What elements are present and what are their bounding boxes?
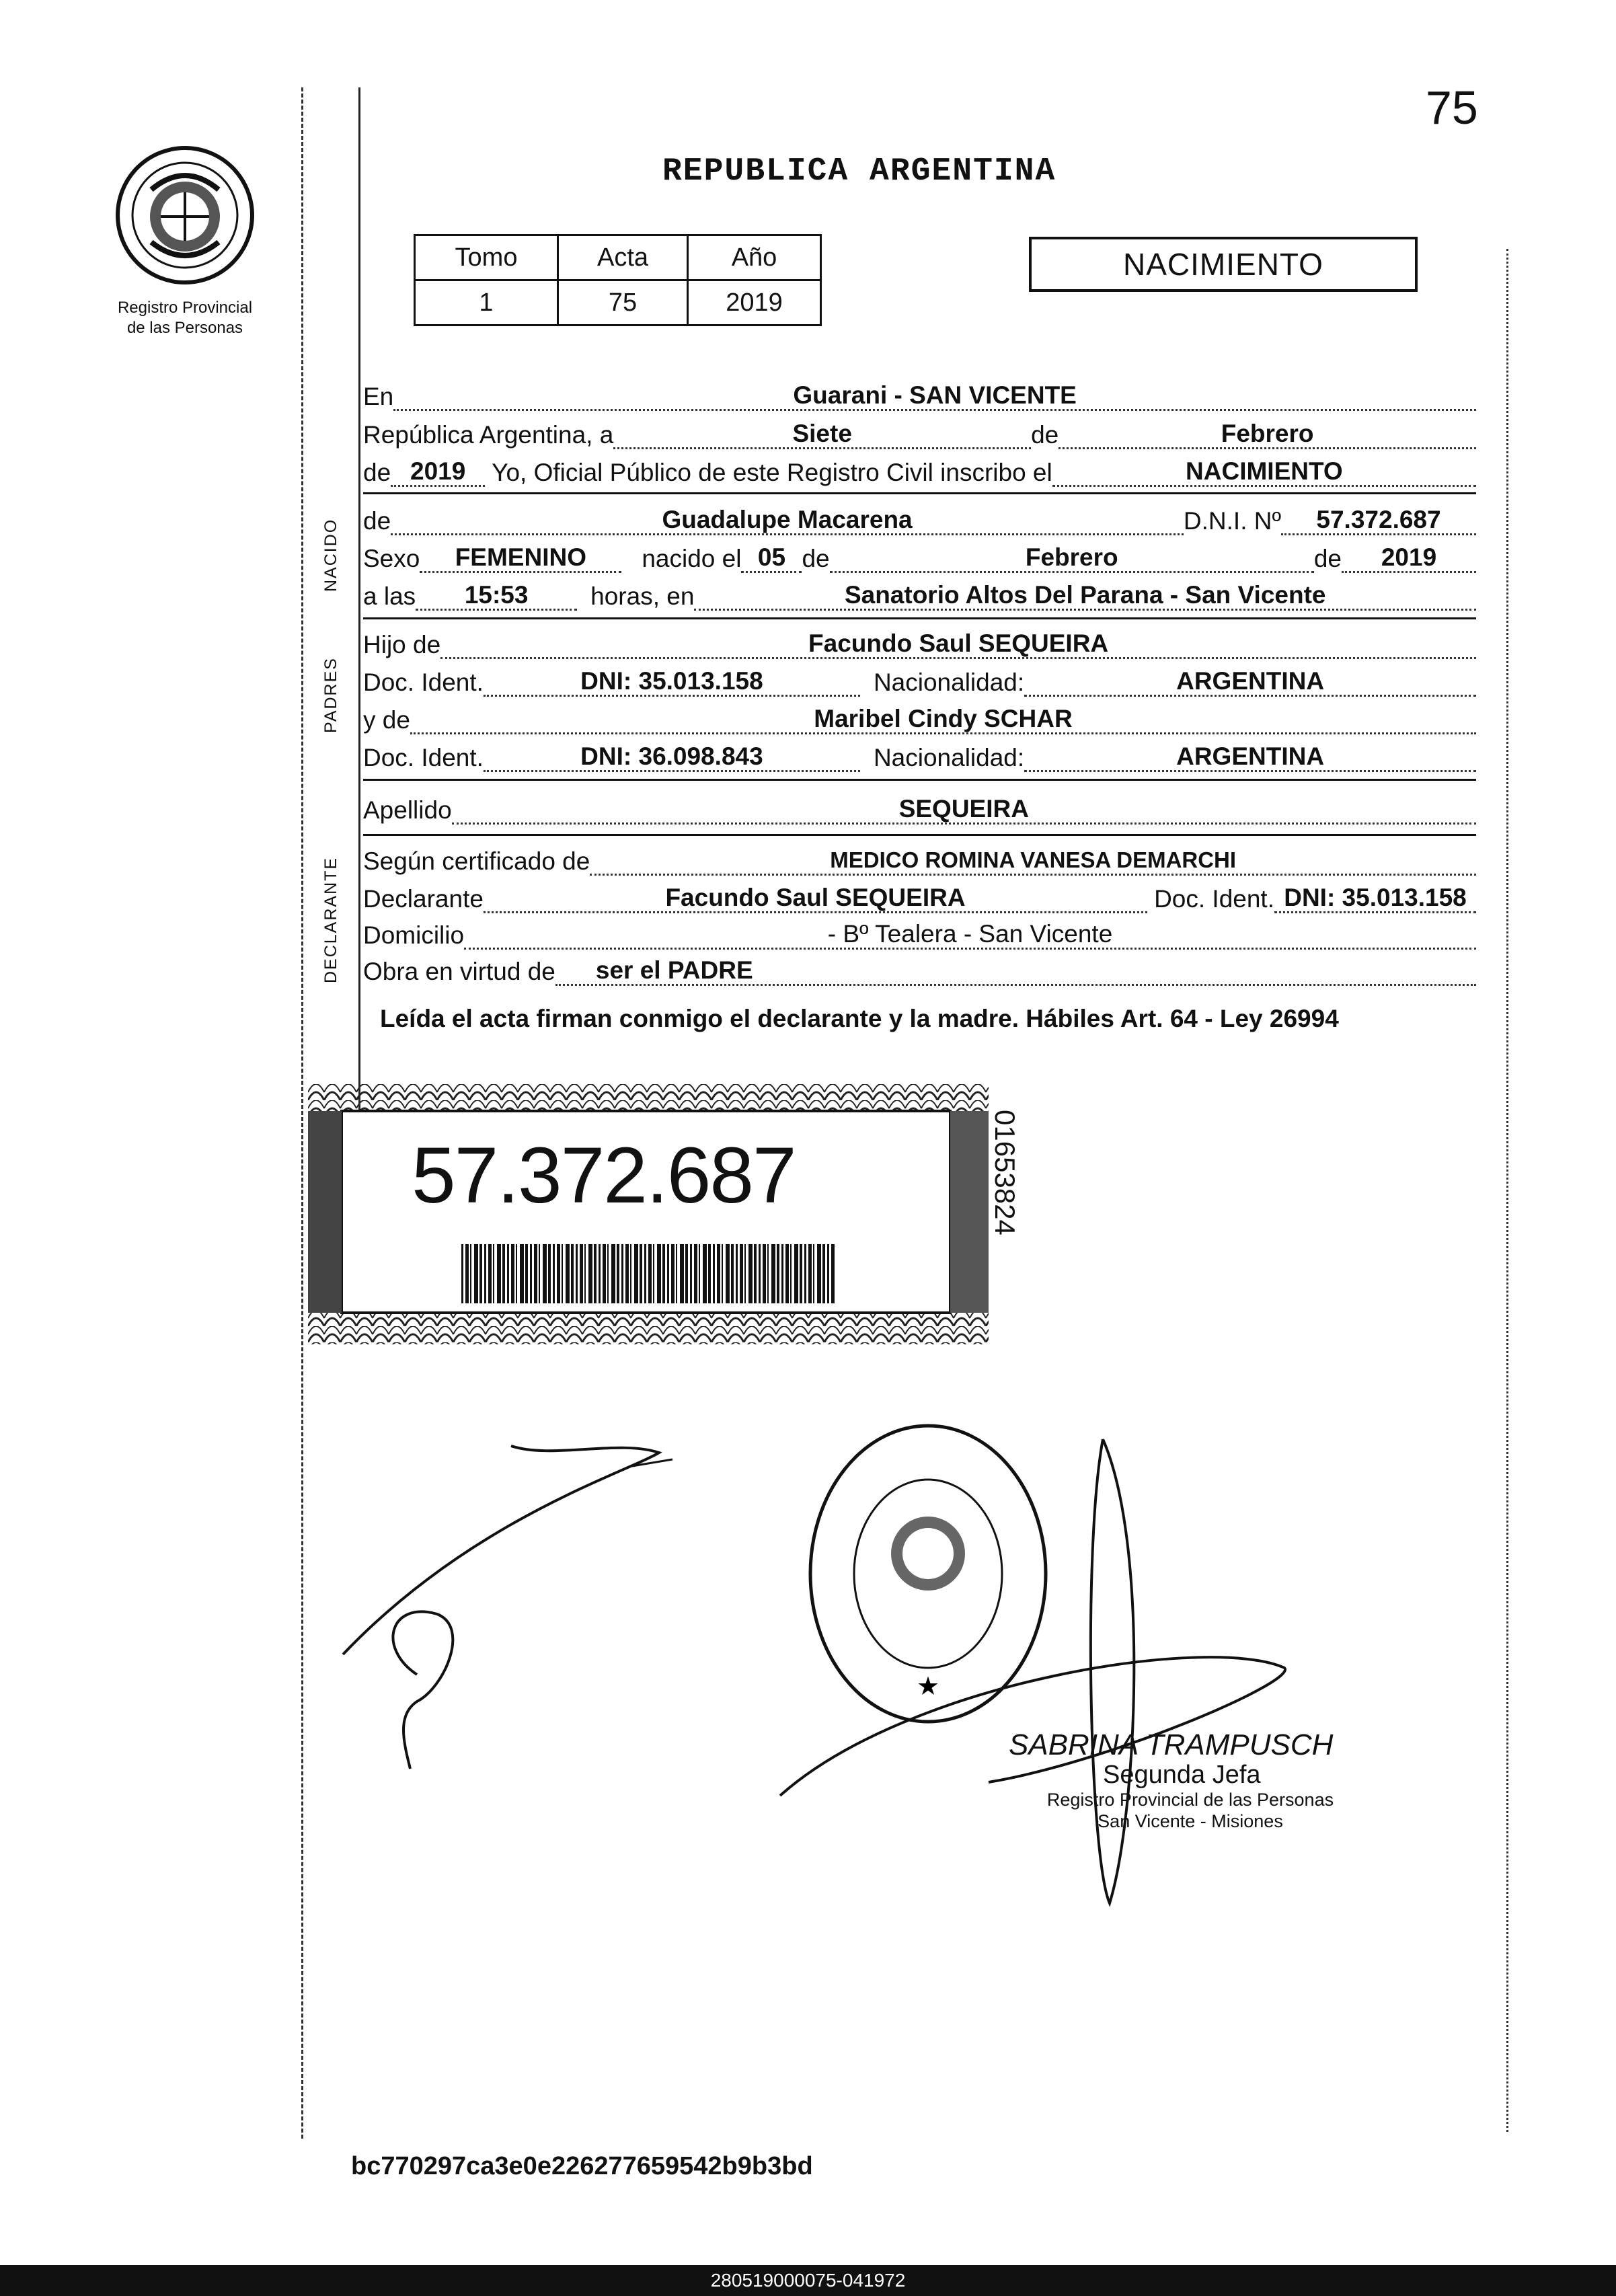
barcode-bar [566,1244,570,1303]
side-label-nacido: NACIDO [321,518,340,592]
barcode-bar [617,1244,619,1303]
barcode-bar [525,1244,528,1303]
side-label-padres: PADRES [321,657,340,733]
row-nombre: de Guadalupe Macarena D.N.I. Nº 57.372.687 [363,498,1476,535]
sticker-serial: 01653824 [989,1110,1021,1235]
document-hash: bc770297ca3e0e226277659542b9b3bd [351,2152,813,2180]
barcode-bar [516,1244,517,1303]
row-obra: Obra en virtud de ser el PADRE [363,948,1476,986]
barcode-bar [502,1244,505,1303]
registry-caption: Registro Provincial de las Personas [117,299,253,337]
row-padre: Hijo de Facundo Saul SEQUEIRA [363,621,1476,659]
barcode-bar [603,1244,606,1303]
barcode-bar [576,1244,578,1303]
barcode-bar [630,1244,631,1303]
barcode-bar [808,1244,812,1303]
barcode-bar [562,1244,563,1303]
value-tomo: 1 [415,280,558,326]
barcode-bar [511,1244,514,1303]
barcode-bar [794,1244,798,1303]
margin-line [358,87,360,1231]
barcode-bar [553,1244,555,1303]
footer-code: 280519000075-041972 [0,2265,1616,2296]
barcode-bar [736,1244,738,1303]
barcode-bar [662,1244,665,1303]
barcode-bar [671,1244,675,1303]
barcode-bar [831,1244,835,1303]
row-madre-doc: Doc. Ident. DNI: 36.098.843 Nacionalidad: ARGENTINA [363,734,1476,772]
barcode-bar [557,1244,560,1303]
barcode-icon [461,1244,838,1307]
barcode-bar [634,1244,638,1303]
barcode-bar [657,1244,661,1303]
barcode-bar [621,1244,623,1303]
svg-text:★: ★ [916,1671,940,1701]
barcode-bar [470,1244,471,1303]
page-number: 75 [1426,81,1478,134]
barcode-bar [726,1244,730,1303]
header-ano: Año [688,235,821,280]
barcode-bar [493,1244,494,1303]
barcode-bar [548,1244,551,1303]
barcode-bar [694,1244,697,1303]
row-sexo: Sexo FEMENINO nacido el 05 de Febrero de 2019 [363,535,1476,573]
record-table [414,234,822,326]
official-role: Segunda Jefa [1103,1761,1261,1789]
barcode-bar [754,1244,757,1303]
barcode-bar [507,1244,509,1303]
row-en: En Guarani - SAN VICENTE [363,373,1476,411]
barcode-bar [713,1244,715,1303]
barcode-bar [644,1244,646,1303]
barcode-bar [748,1244,753,1303]
row-certificado: Según certificado de MEDICO ROMINA VANESA DEMARCHI [363,838,1476,876]
barcode-bar [534,1244,537,1303]
closing-statement: Leída el acta firman conmigo el declarante y la madre. Hábiles Art. 64 - Ley 26994 [380,1005,1339,1032]
barcode-bar [607,1244,609,1303]
barcode-bar [800,1244,802,1303]
barcode-bar [640,1244,642,1303]
header-tomo: Tomo [415,235,558,280]
barcode-bar [543,1244,547,1303]
barcode-bar [599,1244,601,1303]
separator [363,834,1476,836]
barcode-bar [484,1244,486,1303]
barcode-bar [731,1244,734,1303]
official-name: SABRINA TRAMPUSCH [1009,1728,1334,1761]
barcode-bar [777,1244,779,1303]
separator [363,617,1476,619]
separator [363,779,1476,781]
barcode-bar [703,1244,707,1303]
barcode-bar [580,1244,583,1303]
barcode-bar [717,1244,720,1303]
barcode-bar [653,1244,654,1303]
value-acta: 75 [558,280,688,326]
right-margin-dash [1506,249,1508,2132]
barcode-bar [767,1244,769,1303]
barcode-bar [584,1244,586,1303]
barcode-bar [685,1244,688,1303]
barcode-bar [520,1244,524,1303]
row-padre-doc: Doc. Ident. DNI: 35.013.158 Nacionalidad: ARGENTINA [363,659,1476,697]
barcode-bar [539,1244,540,1303]
barcode-bar [530,1244,532,1303]
barcode-bar [785,1244,789,1303]
row-fecha: República Argentina, a Siete de Febrero [363,412,1476,449]
declarant-signature-icon [336,1432,753,1782]
barcode-bar [722,1244,723,1303]
margin-dash [301,87,303,2139]
barcode-bar [822,1244,825,1303]
barcode-bar [708,1244,711,1303]
barcode-bar [465,1244,469,1303]
record-type-box: NACIMIENTO [1029,237,1418,292]
barcode-bar [771,1244,775,1303]
barcode-bar [588,1244,592,1303]
barcode-bar [474,1244,478,1303]
barcode-bar [594,1244,597,1303]
barcode-bar [790,1244,792,1303]
barcode-bar [699,1244,700,1303]
row-apellido: Apellido SEQUEIRA [363,787,1476,825]
official-organization: Registro Provincial de las Personas San Vicente - Misiones [1046,1790,1334,1831]
side-label-declarante: DECLARANTE [321,856,340,983]
registry-logo [81,141,289,338]
barcode-bar [497,1244,501,1303]
barcode-bar [680,1244,684,1303]
barcode-bar [827,1244,829,1303]
provincia-misiones-seal-icon [111,141,259,289]
header-acta: Acta [558,235,688,280]
barcode-bar [759,1244,761,1303]
delegation-stamp-icon [804,1419,1052,1728]
barcode-bar [625,1244,629,1303]
value-ano: 2019 [688,280,821,326]
barcode-bar [781,1244,783,1303]
barcode-bar [648,1244,652,1303]
row-madre: y de Maribel Cindy SCHAR [363,697,1476,734]
barcode-bar [479,1244,482,1303]
barcode-bar [763,1244,766,1303]
dni-sticker-number: 57.372.687 [412,1131,796,1220]
barcode-bar [817,1244,821,1303]
barcode-bar [804,1244,806,1303]
document-title: REPUBLICA ARGENTINA [662,153,1056,190]
barcode-bar [813,1244,814,1303]
barcode-bar [461,1244,463,1303]
barcode-bar [667,1244,669,1303]
barcode-bar [744,1244,746,1303]
separator [363,492,1476,494]
barcode-bar [611,1244,615,1303]
row-declarante: Declarante Facundo Saul SEQUEIRA Doc. Ident. DNI: 35.013.158 [363,876,1476,913]
row-hora: a las 15:53 horas, en Sanatorio Altos Del Parana - San Vicente [363,573,1476,611]
row-domicilio: Domicilio - Bº Tealera - San Vicente [363,912,1476,950]
barcode-bar [676,1244,677,1303]
barcode-bar [740,1244,743,1303]
barcode-bar [690,1244,692,1303]
row-inscribo: de 2019 Yo, Oficial Público de este Registro Civil inscribo el NACIMIENTO [363,449,1476,487]
barcode-bar [488,1244,492,1303]
barcode-bar [571,1244,574,1303]
